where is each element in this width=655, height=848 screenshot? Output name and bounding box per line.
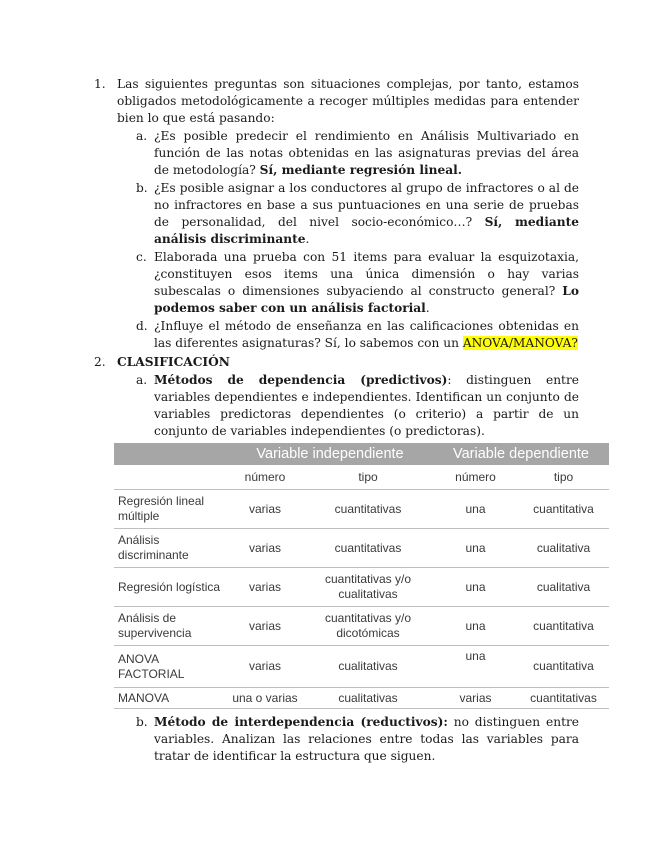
ind-tipo: cualitativas [303, 646, 433, 688]
dep-tipo: cuantitativa [518, 490, 609, 529]
subitem-1d [154, 318, 579, 352]
method-name: ANOVA FACTORIAL [114, 646, 227, 688]
subheader-blank [114, 465, 227, 490]
subitem-1a [154, 128, 579, 179]
method-name: MANOVA [114, 688, 227, 709]
dep-tipo: cuantitativa [518, 607, 609, 646]
dep-numero: una [433, 490, 518, 529]
subitem-1c-question: Elaborada una prueba con 51 items para evaluar la esquizotaxia, ¿constituyen esos items una única dimensión o hay varias subescalas o dimensiones subyaciendo al constructo general? [154, 250, 579, 298]
dep-tipo: cuantitativas [518, 688, 609, 709]
table-row [114, 529, 609, 568]
subitem-2a-description: : distinguen entre variables dependientes e independientes. Identifican un conjunto de variables predictoras dependientes (o criterio) a partir de un conjunto de variables independientes (o predictoras). [154, 373, 579, 438]
method-name: Regresión logística [114, 568, 227, 607]
subitem-2a-title: Métodos de dependencia (predictivos) [154, 373, 448, 387]
method-name: Regresión lineal múltiple [114, 490, 227, 529]
ind-tipo: cuantitativas y/o cualitativas [303, 568, 433, 607]
classification-table [114, 443, 609, 709]
ind-tipo: cualitativas [303, 688, 433, 709]
subitem-1c [154, 249, 579, 317]
header-variable-dependiente: Variable dependiente [433, 443, 609, 465]
dep-tipo: cuantitativa [518, 646, 609, 688]
sub-letter-2a: a. [136, 373, 148, 387]
dep-numero: varias [433, 688, 518, 709]
ind-tipo: cuantitativas y/o dicotómicas [303, 607, 433, 646]
ind-tipo: cuantitativas [303, 490, 433, 529]
list-number-2: 2. [94, 355, 106, 369]
subitem-1a-answer: Sí, mediante regresión lineal. [259, 163, 462, 177]
dep-numero: una [433, 607, 518, 646]
table-row [114, 490, 609, 529]
table-row [114, 607, 609, 646]
ind-numero: una o varias [227, 688, 303, 709]
ind-tipo: cuantitativas [303, 529, 433, 568]
ind-numero: varias [227, 607, 303, 646]
section-title-clasificacion [117, 354, 579, 371]
subheader-numero-dependiente: número [433, 465, 518, 490]
subitem-1b-answer: Sí, mediante análisis discriminante [154, 215, 579, 246]
subitem-1d-question: ¿Influye el método de enseñanza en las calificaciones obtenidas en las diferentes asignaturas? Sí, lo sabemos con un [154, 319, 579, 350]
table-header-blank [114, 443, 227, 465]
subheader-tipo-independiente: tipo [303, 465, 433, 490]
sub-letter-1b: b. [136, 181, 148, 195]
subitem-1c-answer: Lo podemos saber con un análisis factorial [154, 284, 579, 315]
item1-intro: Las siguientes preguntas son situaciones complejas, por tanto, estamos obligados metodológicamente a recoger múltiples medidas para entender bien lo que está pasando: [117, 77, 579, 125]
subitem-1b-question: ¿Es posible asignar a los conductores al grupo de infractores o al de no infractores en base a sus puntuaciones en una serie de pruebas de personalidad, del nivel socio-económico…? [154, 181, 579, 229]
subheader-tipo-dependiente: tipo [518, 465, 609, 490]
table-row [114, 568, 609, 607]
subitem-1c-tail: . [425, 301, 430, 315]
table-row [114, 688, 609, 709]
dep-numero: una [433, 646, 518, 688]
method-name: Análisis de supervivencia [114, 607, 227, 646]
ind-numero: varias [227, 529, 303, 568]
table-row [114, 646, 609, 688]
subitem-1a-question: ¿Es posible predecir el rendimiento en Análisis Multivariado en función de las notas obtenidas en las asignaturas previas del área de metodología? [154, 129, 579, 177]
subitem-2b-description: no distinguen entre variables. Analizan las relaciones entre todas las variables para tratar de identificar la estructura que siguen. [154, 715, 580, 763]
highlighted-anova-manova: ANOVA/MANOVA? [462, 336, 578, 350]
dep-tipo: cualitativa [518, 568, 609, 607]
sub-letter-1d: d. [136, 319, 148, 333]
sub-letter-2b: b. [136, 715, 148, 729]
list-number-1: 1. [94, 77, 106, 91]
ind-numero: varias [227, 646, 303, 688]
method-name: Análisis discriminante [114, 529, 227, 568]
subitem-2a [154, 372, 579, 440]
clasificacion-heading: CLASIFICACIÓN [117, 355, 230, 369]
subitem-1b-tail: . [305, 232, 310, 246]
ind-numero: varias [227, 490, 303, 529]
subheader-numero-independiente: número [227, 465, 303, 490]
dep-numero: una [433, 568, 518, 607]
dep-numero: una [433, 529, 518, 568]
sub-letter-1c: c. [136, 250, 147, 264]
sub-letter-1a: a. [136, 129, 148, 143]
dep-tipo: cualitativa [518, 529, 609, 568]
subitem-2b [154, 714, 579, 765]
subitem-2b-title: Método de interdependencia (reductivos): [154, 715, 448, 729]
ind-numero: varias [227, 568, 303, 607]
subitem-1b [154, 180, 579, 248]
header-variable-independiente: Variable independiente [227, 443, 433, 465]
